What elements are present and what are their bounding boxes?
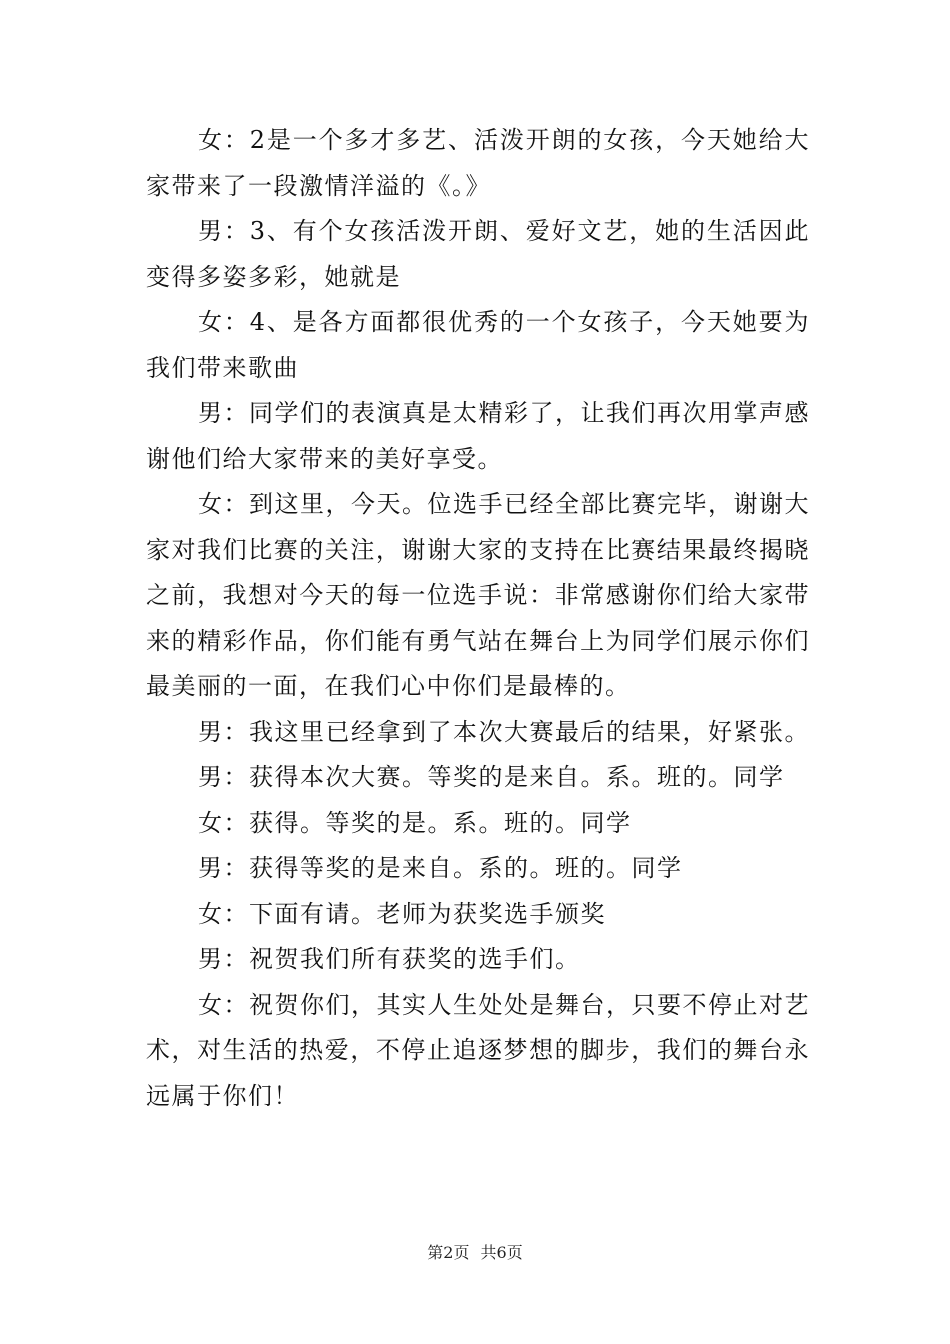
paragraph: 女：祝贺你们，其实人生处处是舞台，只要不停止对艺术，对生活的热爱，不停止追逐梦想的脚步，我们的舞台永远属于你们！: [146, 990, 810, 1110]
paragraph: 男：同学们的表演真是太精彩了，让我们再次用掌声感谢他们给大家带来的美好享受。: [146, 399, 810, 473]
paragraph: 男：祝贺我们所有获奖的选手们。: [198, 945, 581, 973]
paragraph: 女：下面有请。老师为获奖选手颁奖: [198, 899, 606, 928]
paragraph: 男：获得等奖的是来自。系的。班的。同学: [198, 854, 683, 882]
page-footer: [0, 1240, 950, 1263]
paragraph: 女：4、是各方面都很优秀的一个女孩子，今天她要为我们带来歌曲: [146, 308, 810, 382]
paragraph: 女：2是一个多才多艺、活泼开朗的女孩，今天她给大家带来了一段激情洋溢的《。》: [146, 126, 810, 200]
paragraph: 女：获得。等奖的是。系。班的。同学: [198, 808, 632, 837]
paragraph: 男：3、有个女孩活泼开朗、爱好文艺，她的生活因此变得多姿多彩，她就是: [146, 217, 810, 291]
paragraph: 女：到这里，今天。位选手已经全部比赛完毕，谢谢大家对我们比赛的关注，谢谢大家的支持在比赛结果最终揭晓之前，我想对今天的每一位选手说：非常感谢你们给大家带来的精彩作品，你们能有勇气站在舞台上为同学们展示你们最美丽的一面，在我们心中你们是最棒的。: [146, 490, 810, 700]
paragraph: 男：获得本次大赛。等奖的是来自。系。班的。同学: [198, 763, 785, 791]
document-body: [146, 118, 810, 1119]
page-total: 共6页: [480, 1243, 523, 1262]
page-number: 第2页: [427, 1243, 470, 1262]
paragraph: 男：我这里已经拿到了本次大赛最后的结果，好紧张。: [198, 717, 810, 746]
